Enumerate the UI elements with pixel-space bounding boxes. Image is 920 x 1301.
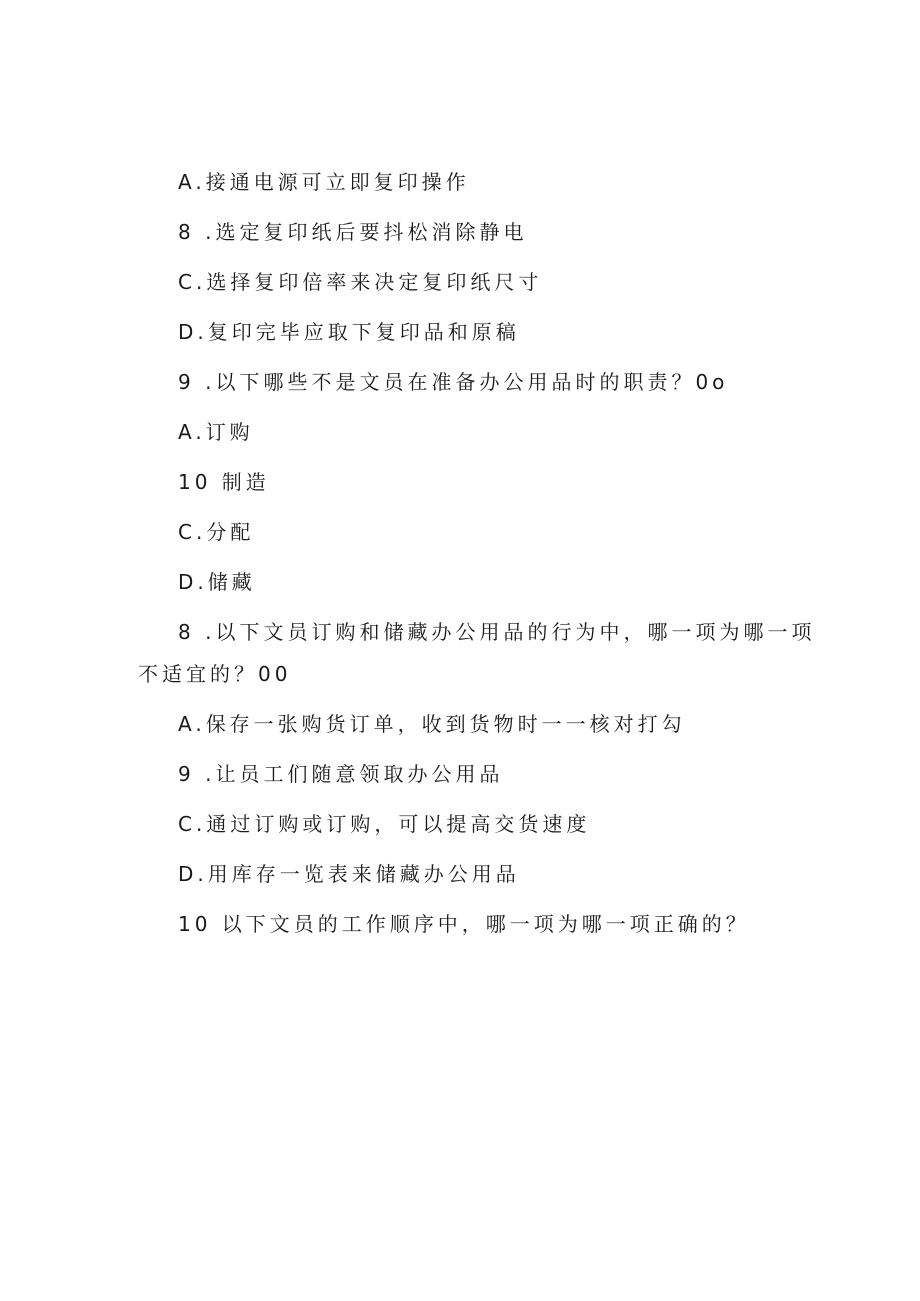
question-8-prompt-continued: 不适宜的？00 — [138, 662, 292, 686]
option-a-keep-order: A.保存一张购货订单，收到货物时一一核对打勾 — [178, 712, 686, 736]
question-10-prompt: 10 以下文员的工作顺序中，哪一项为哪一项正确的？ — [178, 912, 750, 936]
option-d-inventory-list: D.用库存一览表来储藏办公用品 — [178, 862, 520, 886]
option-a-order: A.订购 — [178, 420, 254, 444]
option-b-manufacture: 10 制造 — [178, 470, 270, 494]
option-c-copy-ratio: C.选择复印倍率来决定复印纸尺寸 — [178, 270, 543, 294]
option-b-free-supplies: 9 .让员工们随意领取办公用品 — [178, 762, 504, 786]
question-8-prompt: 8 .以下文员订购和储藏办公用品的行为中，哪一项为哪一项 — [178, 620, 816, 644]
option-d-remove-copies: D.复印完毕应取下复印品和原稿 — [178, 320, 520, 344]
option-d-store: D.储藏 — [178, 570, 256, 594]
option-c-delivery-speed: C.通过订购或订购，可以提高交货速度 — [178, 812, 591, 836]
option-a-power-on: A.接通电源可立即复印操作 — [178, 170, 470, 194]
option-c-distribute: C.分配 — [178, 520, 255, 544]
question-9-prompt: 9 .以下哪些不是文员在准备办公用品时的职责？0o — [178, 370, 729, 394]
option-b-loosen-paper: 8 .选定复印纸后要抖松消除静电 — [178, 220, 528, 244]
